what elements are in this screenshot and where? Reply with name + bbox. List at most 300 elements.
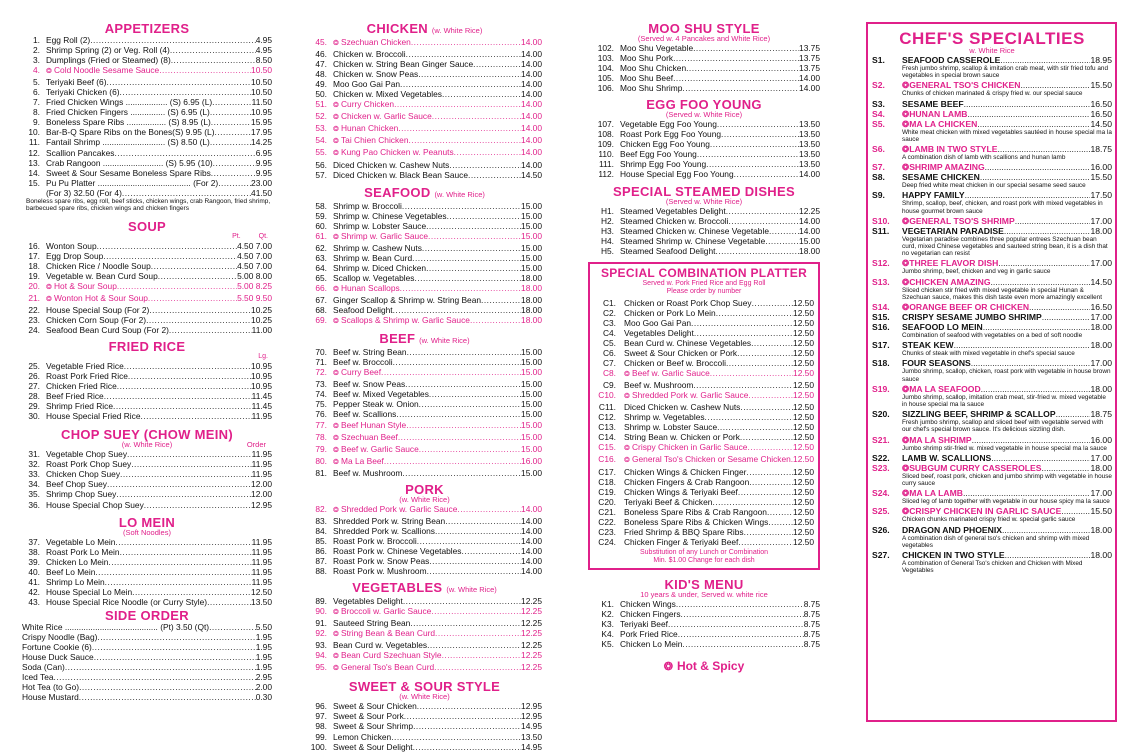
chef-item-row [872,358,1112,368]
item-name-text: Vegetable w. Bean Curd Soup [46,270,158,281]
item-price: 11.95 [251,556,272,567]
leader-dots [117,381,251,391]
beef-list [307,347,542,478]
seafood-note: (w. White Rice) [434,189,485,199]
leader-dots [1061,506,1090,516]
leader-dots [391,732,521,742]
item-name [46,45,170,55]
soup-title: SOUP [127,218,167,234]
menu-item-row [22,652,272,662]
item-number: 105. [597,73,614,84]
item-price: 10.50 [251,77,272,88]
item-name-text: Beef Chop Suey [46,479,107,490]
item-name-text: Chicken Chop Suey [46,469,121,480]
item-price: 12.50 [793,454,814,465]
item-number: C16. [598,454,616,465]
lo-mein-title: LO MEIN [118,514,176,530]
menu-item-row [588,236,820,246]
menu-item-row [588,169,820,179]
item-number: 92. [315,628,327,639]
chef-item-description: Shrimp, scallop, beef, chicken, and roast pork with mixed vegetables in house gourmet brown sauce [902,200,1103,215]
item-price: 4.95 [255,35,272,45]
item-price: 14.00 [521,111,542,122]
leader-dots [405,379,521,389]
item-name-text: White Rice ........................................ (Pt) 3.50 (Qt) [22,621,210,632]
leader-dots [712,497,793,507]
item-price: 12.50 [793,390,814,401]
item-price: 18.00 [521,282,542,293]
item-name [46,547,120,557]
item-name [46,87,120,97]
chef-item-row [872,144,1112,154]
combination-platter-box [588,262,820,570]
chili-pepper-icon: ❂ [624,371,630,379]
leader-dots [426,221,521,231]
leader-dots [468,170,521,180]
item-name [620,159,706,169]
appetizers-title: APPETIZERS [104,21,190,36]
item-name-text: Beef Lo Mein [46,566,96,577]
menu-item-row [588,149,820,159]
item-number: 93. [315,640,327,651]
item-name-text: Hot Tea (to Go) [22,682,80,693]
item-name [333,742,413,752]
leader-dots [676,599,804,609]
item-name [333,546,462,556]
item-price: 11.95 [251,411,272,422]
item-number: 8. [33,107,40,118]
item-price: 13.50 [521,731,542,742]
item-name [333,379,405,389]
item-name-text: Vegetable Egg Foo Young [620,119,717,130]
item-name-text: Kung Pao Chicken w. Peanuts [341,147,454,158]
item-number: 46. [315,49,327,60]
hot-spicy-legend [588,659,820,673]
chef-item-name [902,506,1061,516]
chef-item-code: S7. [872,162,885,173]
item-price: 41.50 [251,187,272,198]
item-price: 12.25 [521,650,542,661]
leader-dots [769,226,799,236]
leader-dots [400,79,521,89]
item-price: 10.50 [251,87,272,98]
item-name [46,315,146,325]
chef-item-code: S12. [872,258,890,269]
chef-item-description: A combination dish of lamb with scallions and hunan lamb [902,154,1066,162]
menu-item-row [22,361,272,371]
item-number: C19. [598,486,616,497]
chef-item-row [872,384,1112,394]
item-name [620,83,682,93]
menu-item-row [307,147,542,159]
menu-item-row [307,201,542,211]
item-name-text: Seafood Delight [333,305,393,316]
menu-item-row [22,622,272,632]
item-name [624,412,705,422]
menu-item-row [307,283,542,295]
item-number: K2. [601,608,614,619]
item-name [333,367,381,379]
item-name-text: Szechuan Beef [341,431,398,442]
menu-item-row [307,444,542,456]
item-price: 14.00 [521,159,542,170]
chili-pepper-icon: ❂ [624,393,630,401]
chef-item-name [902,109,967,119]
item-price: 15.00 [521,210,542,221]
item-name [46,261,151,271]
item-number: 13. [28,157,40,168]
chili-pepper-icon: ❂ [902,434,910,445]
item-number: 54. [315,135,327,146]
item-name-text: Curry Beef [341,367,382,378]
leader-dots [407,347,521,357]
item-name [333,147,454,159]
item-name-text: Shrimp Spring (2) or Veg. Roll (4) [46,45,170,56]
item-name-text: Beef w. Garlic Sauce [632,368,710,379]
item-name [333,640,427,650]
leader-dots [1004,226,1091,236]
item-price: 14.00 [521,59,542,70]
item-number: 28. [28,391,40,402]
item-name [620,43,693,53]
menu-item-row [22,137,272,147]
chili-pepper-icon: ❂ [333,665,339,673]
leader-dots [115,537,251,547]
item-price: 4.95 [255,45,272,56]
menu-item-row [588,599,820,609]
item-name [333,253,412,263]
leader-dots [682,83,799,93]
item-name-text: Moo Shu Shrimp [620,83,683,94]
leader-dots [97,632,255,642]
appetizers-list [22,35,272,198]
item-name-text: Shrimp Egg Foo Young [620,159,707,170]
item-number: 60. [315,220,327,231]
item-price: 13.50 [799,129,820,140]
menu-item-row [307,566,542,576]
item-name [333,315,470,327]
menu-item-row [594,390,814,402]
chef-item-price: 16.50 [1090,98,1112,109]
item-number: C5. [602,337,616,348]
item-name [46,77,107,87]
leader-dots [442,89,521,99]
chef-item-code: S2. [872,80,885,91]
chef-item-name-text: VEGETARIAN PARADISE [902,225,1004,236]
chef-item-description: Fresh jumbo shrimp, scallop and sliced beef with vegetable served with our chef's special brown sauce. It's delicious sizzling dish. [902,419,1104,434]
menu-item-row [22,489,272,499]
item-number: H2. [600,215,614,226]
chef-item-name-text: MA LA SHRIMP [909,434,972,445]
item-name-text: Chicken w. Broccoli [333,49,406,60]
menu-item-row [307,732,542,742]
item-name [333,160,449,170]
item-number: 62. [315,242,327,253]
chef-item-row [872,226,1112,236]
leader-dots [211,168,256,178]
menu-item-row [307,526,542,536]
leader-dots [402,201,521,211]
item-name [333,732,391,742]
item-price: 5.00 8.00 [237,270,272,281]
item-price: 15.00 [521,399,542,410]
item-name-text: Roast Pork Lo Mein [46,546,120,557]
menu-item-row [588,139,820,149]
chef-item-description: Sliced leg of lamb together with vegetable in our house spicy ma la sauce [902,498,1110,506]
item-name-text: Shrimp w. Vegetables [624,412,705,423]
chef-item-row [872,435,1112,445]
item-name [333,566,427,576]
item-number: 21. [28,292,40,303]
item-name [333,123,398,135]
chili-pepper-icon: ❂ [902,258,910,269]
leader-dots [668,619,804,629]
item-name-text: Cold Noodle Sesame Sauce [54,65,160,76]
menu-item-row [22,107,272,117]
leader-dots [429,389,521,399]
leader-dots [54,672,256,682]
leader-dots [120,469,252,479]
chef-item-price: 18.00 [1090,383,1112,394]
chef-title: CHEF'S SPECIALTIES [899,29,1085,48]
item-number: 50. [315,89,327,100]
item-name-text: Hunan Scallops [341,282,400,293]
chef-item-name-text: SEAFOOD LO MEIN [902,322,983,333]
chef-item-row [872,302,1112,312]
item-price: 12.25 [521,618,542,629]
item-name-text: Sweet & Sour Shrimp [333,721,414,732]
menu-item-row [594,368,814,380]
menu-item-row [22,315,272,325]
chili-pepper-icon: ❂ [333,446,339,454]
item-name-text: Beef Fried Rice [46,391,104,402]
item-name-text: Roast Pork w. Snow Peas [333,555,430,566]
item-number: 32. [28,459,40,470]
menu-item-row [307,409,542,419]
item-price: 4.50 7.00 [237,250,272,261]
item-price: 15.00 [521,357,542,368]
chef-item-name [902,226,1004,236]
item-name-text: Beef Egg Foo Young [620,149,697,160]
leader-dots [159,65,251,75]
item-name [333,536,417,546]
menu-item-row [307,305,542,315]
item-name-text: Fried Chicken Wings .................. (S) 6.95 (L) [46,97,213,108]
item-price: 12.25 [521,640,542,651]
item-number: C12. [598,412,616,423]
leader-dots [706,159,799,169]
chili-pepper-icon: ❂ [902,383,910,394]
item-price: 14.00 [521,503,542,514]
menu-item-row [307,221,542,231]
leader-dots [967,109,1090,119]
leader-dots [113,401,252,411]
chef-item-row [872,99,1112,109]
leader-dots [120,87,251,97]
item-name [624,318,691,328]
item-name [333,243,422,253]
leader-dots [105,577,252,587]
item-number: 16. [28,240,40,251]
chef-sub: w. White Rice [969,46,1015,55]
chef-item-description: Jumbo shrimp, beef, chicken and veg in garlic sauce [902,268,1051,276]
menu-item-row [307,711,542,721]
leader-dots [209,622,256,632]
item-name-text: Diced Chicken w. Black Bean Sauce [333,169,469,180]
item-name [46,293,148,305]
item-name [624,477,749,487]
item-name-text: Moo Shu Chicken [620,63,687,74]
chef-item-price: 15.50 [1090,172,1112,183]
menu-item-row [594,422,814,432]
menu-item-row [22,371,272,381]
item-name [333,468,402,478]
item-number: 9. [33,117,40,128]
menu-item-row [307,315,542,327]
chef-item-name [902,190,965,200]
chef-item-row [872,277,1112,287]
lg-label: Lg. [258,352,268,360]
leader-dots [431,606,521,616]
item-name [333,49,406,59]
item-price: 11.00 [251,324,272,335]
item-name [624,432,740,442]
item-number: 91. [315,618,327,629]
item-price: 14.00 [521,135,542,146]
item-price: 13.50 [251,596,272,607]
item-name [46,489,116,499]
menu-item-row [594,432,814,442]
item-name-text: Roast Pork Egg Foo Young [620,129,722,140]
menu-item-row [588,159,820,169]
item-price: 12.50 [793,358,814,369]
item-name [46,117,211,127]
item-name-text: Beef Hunan Style [341,419,407,430]
menu-item-row [307,231,542,243]
item-name [333,596,403,606]
item-price: 12.50 [793,347,814,358]
item-name-text: Beef w. Broccoli [333,357,393,368]
item-price: 15.95 [251,117,272,128]
leader-dots [1015,216,1091,226]
leader-dots [435,628,521,638]
menu-item-row [594,487,814,497]
chef-item-code: S9. [872,190,885,201]
item-number: C9. [602,380,616,391]
item-name-text: Tai Chien Chicken [341,135,409,146]
item-name-text: Chicken w. Snow Peas [333,69,419,80]
chili-pepper-icon: ❂ [333,114,339,122]
item-price: 4.50 7.00 [237,260,272,271]
item-price: 15.00 [521,262,542,273]
egg-foo-young-sub: (Served w. White Rice) [665,110,743,120]
chef-item-name [902,80,1020,90]
chef-item-row [872,340,1112,350]
item-price: 9.95 [255,167,272,178]
chef-item-name-text: SUBGUM CURRY CASSEROLES [909,462,1042,473]
leader-dots [965,190,1091,200]
leader-dots [963,488,1091,498]
chef-item-description: Jumbo shrimp, scallop, chicken, roast pork with vegetable in house brown sauce [902,368,1111,383]
item-number: 24. [28,324,40,335]
item-price: 12.25 [521,606,542,617]
item-number: 36. [28,499,40,510]
chef-item-name [902,358,971,368]
menu-item-row [22,459,272,469]
menu-item-row [22,65,272,77]
item-price: 12.50 [793,307,814,318]
chef-item-price: 18.00 [1090,462,1112,473]
fried-rice-title: FRIED RICE [108,338,186,354]
item-name-text: Fried Shrimp & BBQ Spare Ribs [624,526,744,537]
item-price: 12.50 [793,317,814,328]
item-price: 16.00 [521,455,542,466]
steamed-sub: (Served w. White Rice) [665,196,743,206]
item-name [333,221,426,231]
item-name-text: House Special Chop Suey [46,499,144,510]
side-order-title: SIDE ORDER [105,607,189,623]
chef-item-code: S20. [872,409,890,420]
chef-item-description: A combination dish of general tso's chicken and shrimp with mixed vegetables [902,534,1090,549]
item-price: 12.25 [521,596,542,607]
leader-dots [427,640,521,650]
item-price: 5.00 8.25 [237,280,272,291]
leader-dots [678,629,804,639]
chef-item-name [902,340,954,350]
item-name-text: House Special Soup (For 2) [46,304,150,315]
leader-dots [738,537,793,547]
menu-item-row [22,261,272,271]
item-name-text: House Mustard [22,692,79,703]
chef-item-row [872,55,1112,65]
chef-item-name-text: LAMB W. SCALLIONS [902,452,992,463]
menu-item-row [22,557,272,567]
leader-dots [682,639,803,649]
leader-dots [108,557,251,567]
menu-item-row [307,606,542,618]
item-number: C4. [602,327,616,338]
menu-item-row [588,629,820,639]
leader-dots [985,162,1091,172]
qt-label: Qt. [258,232,268,240]
menu-item-row [307,662,542,674]
item-price: 14.00 [521,535,542,546]
item-name [22,662,65,672]
item-name-text: Beef w. Scallions [333,409,397,420]
leader-dots [207,597,251,607]
chef-item-name-text: GENERAL TSO'S CHICKEN [909,80,1021,91]
item-name-text: Sweet & Sour Pork [333,711,404,722]
leader-dots [1042,312,1091,322]
item-price: 8.75 [803,629,820,640]
chef-item-name [902,488,963,498]
item-number: 55. [315,147,327,158]
chef-item-name-text: MA LA LAMB [909,488,963,499]
item-name [46,137,210,147]
item-price: 10.50 [251,65,272,76]
menu-item-row [22,577,272,587]
item-price: 1.95 [255,662,272,673]
item-number: 10. [28,127,40,138]
chef-item-price: 17.00 [1090,215,1112,226]
item-name-text: Shredded Pork w. Garlic Sauce [632,390,749,401]
leader-dots [964,99,1091,109]
item-name-text: Sweet & Sour Chicken or Pork [624,347,738,358]
item-name-text: Vegetable Fried Rice [46,360,124,371]
chef-item-name [902,435,972,445]
order-label: Order [246,440,266,450]
leader-dots [158,271,237,281]
